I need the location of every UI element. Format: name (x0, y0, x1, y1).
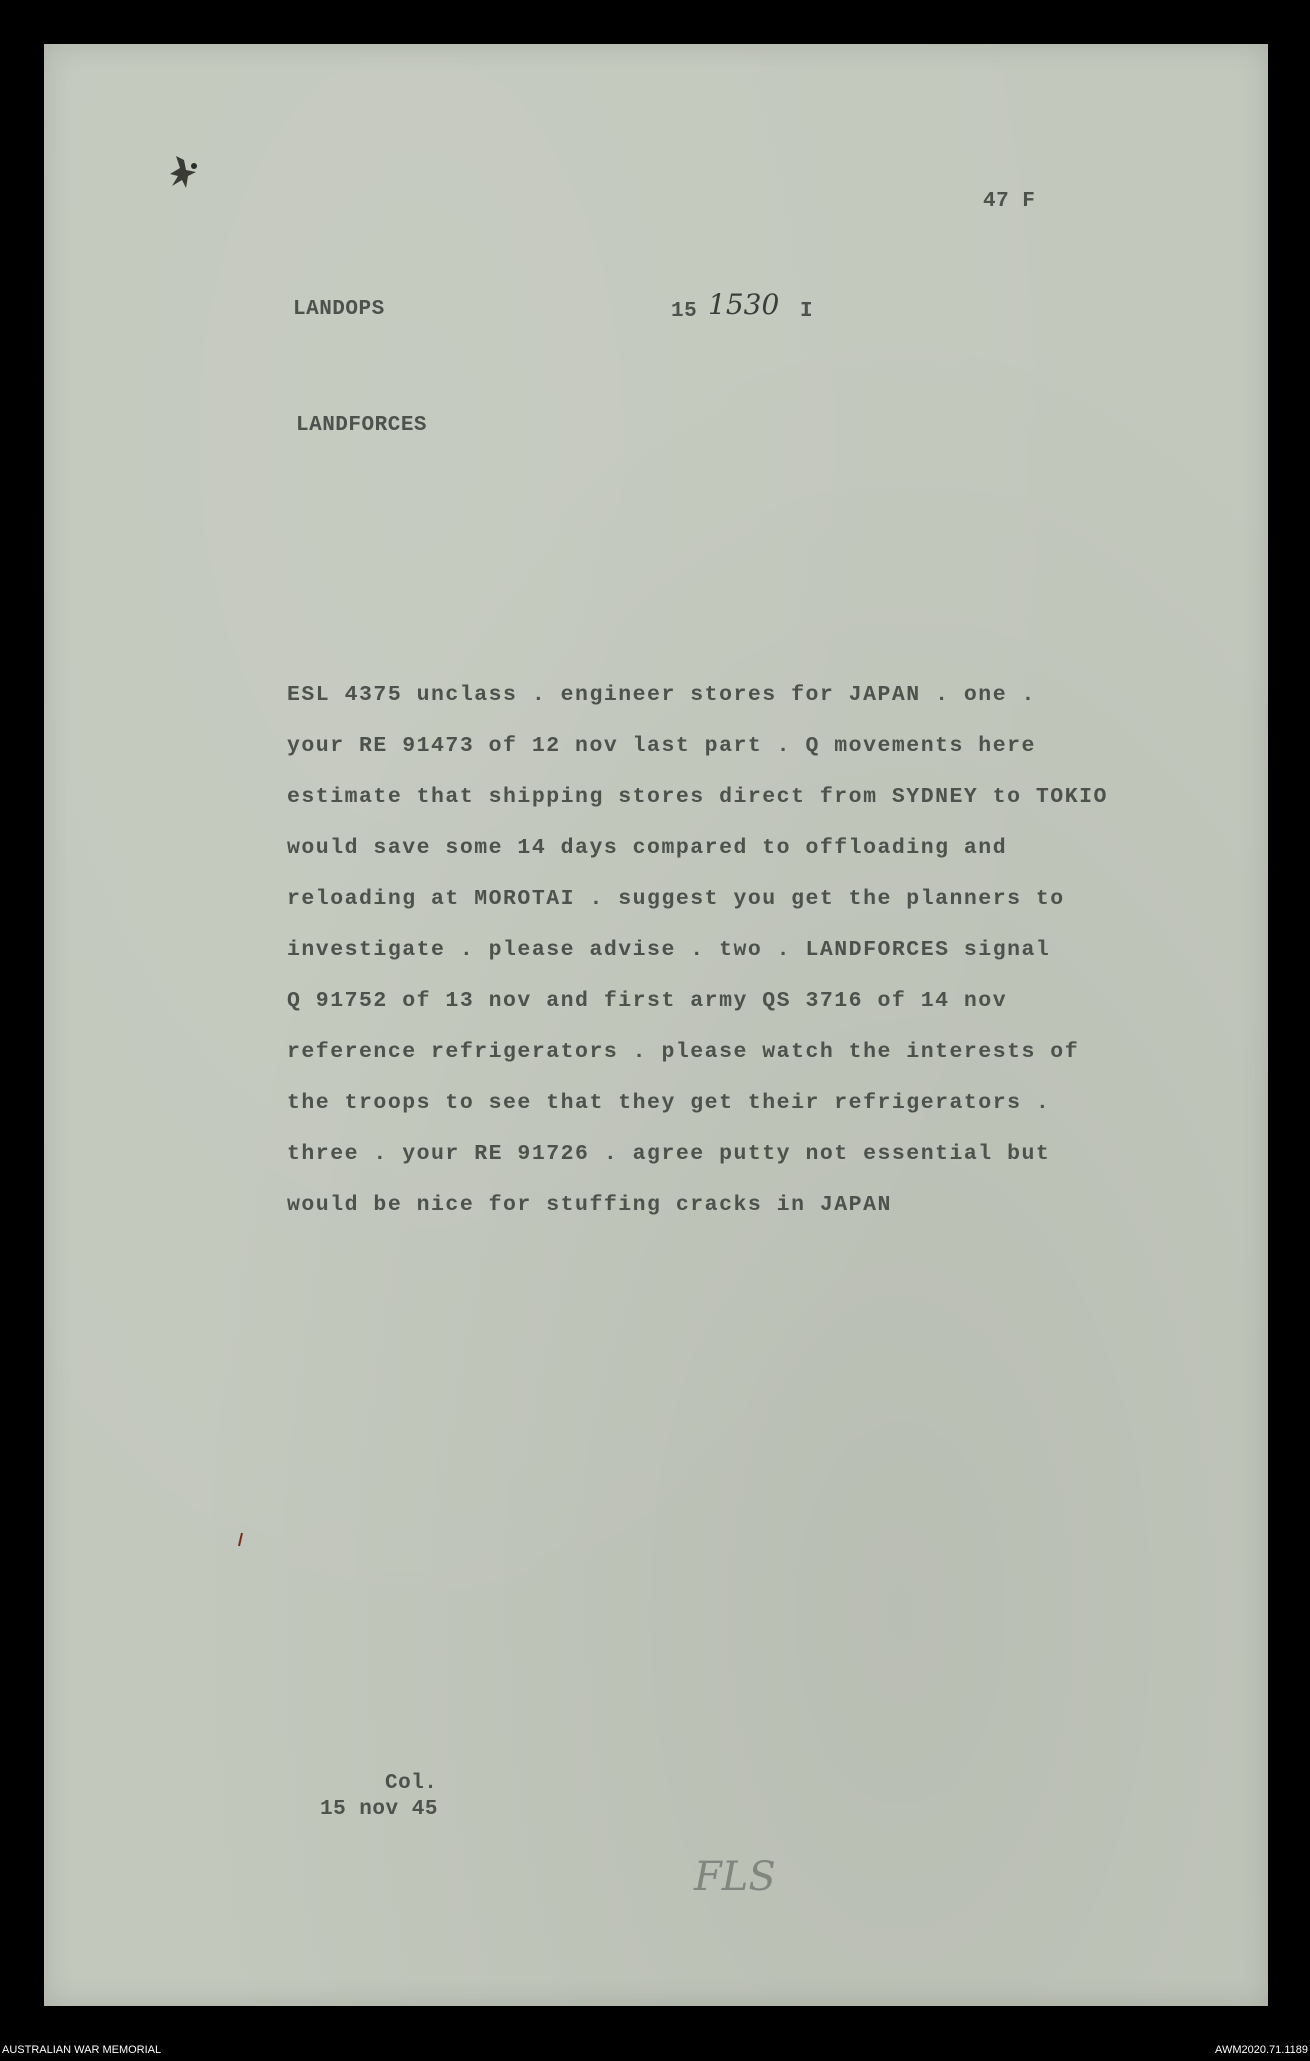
body-line: Q 91752 of 13 nov and first army QS 3716 of 14 nov (287, 989, 1008, 1013)
body-line: would be nice for stuffing cracks in JAPAN (287, 1193, 892, 1217)
body-line: reloading at MOROTAI . suggest you get the planners to (287, 887, 1065, 911)
signature-rank: Col. (385, 1772, 438, 1795)
page-number: 47 F (983, 190, 1036, 213)
datetime-typed-suffix: I (800, 300, 814, 323)
body-line: the troops to see that they get their refrigerators . (287, 1091, 1051, 1115)
punch-hole-mark-icon (156, 150, 204, 198)
signature-date: 15 nov 45 (320, 1798, 438, 1821)
body-line: estimate that shipping stores direct from SYDNEY to TOKIO (287, 785, 1108, 809)
body-line: your RE 91473 of 12 nov last part . Q movements here (287, 734, 1036, 758)
datetime-handwritten: 1530 (708, 288, 780, 321)
body-line: would save some 14 days compared to offloading and (287, 836, 1008, 860)
archive-reference: AWM2020.71.1189 (1215, 2044, 1308, 2056)
origin: LANDFORCES (296, 414, 428, 437)
body-line: reference refrigerators . please watch the interests of (287, 1040, 1080, 1064)
archive-institution: AUSTRALIAN WAR MEMORIAL (2, 2044, 162, 2056)
addressee: LANDOPS (293, 298, 385, 321)
margin-mark-icon (236, 1532, 246, 1548)
datetime-typed-prefix: 15 (671, 300, 698, 323)
body-line: investigate . please advise . two . LANDFORCES signal (287, 938, 1051, 962)
handwritten-initials: FLS (694, 1854, 776, 1900)
body-line: ESL 4375 unclass . engineer stores for JAPAN . one . (287, 683, 1036, 707)
document-page (44, 44, 1268, 2006)
body-line: three . your RE 91726 . agree putty not essential but (287, 1142, 1051, 1166)
message-body (287, 670, 1108, 1231)
